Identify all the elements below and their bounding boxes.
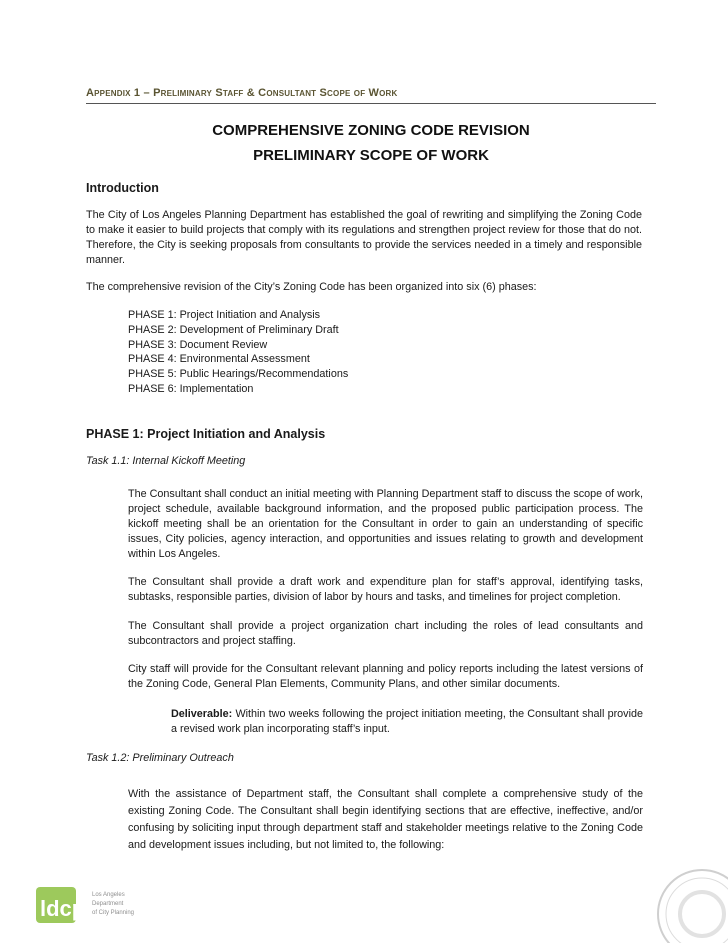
header-divider [86,103,656,104]
logo-line-1: Los Angeles [92,892,125,898]
task-1-2-paragraph-1: With the assistance of Department staff, the Consultant shall complete a comprehensive study of the existing Zoning Code. The Consultant shall begin identifying sections that are effective, ineffective, and/or confusing by soliciting input through department staff and stakeholder meetings relative to the Zoning Code and development issues including, but not limited to, the following: [128,788,643,851]
document-title-line-2: PRELIMINARY SCOPE OF WORK [253,147,489,164]
task-1-1-paragraph-1: The Consultant shall conduct an initial meeting with Planning Department staff to discuss the scope of work, project schedule, available background information, and the proposed public participation process. The kickoff meeting shall be an orientation for the Consultant in order to gain an understanding of specific issues, City policies, agency interaction, and opportunities and issues relating to growth and development within Los Angeles. [128,488,643,560]
deliverable-text: Within two weeks following the project initiation meeting, the Consultant shall provide a revised work plan incorporating staff’s input. [171,708,643,735]
deliverable-label: Deliverable: [171,708,233,720]
task-1-1-paragraph-2: The Consultant shall provide a draft work and expenditure plan for staff’s approval, identifying tasks, subtasks, responsible parties, division of labor by hours and tasks, and timelines for project completion. [128,576,643,603]
list-item: PHASE 6: Implementation [128,382,254,395]
logo-line-2: Department [92,901,124,907]
deliverable-paragraph [171,707,643,737]
list-item: PHASE 3: Document Review [128,338,268,351]
phases-intro-paragraph: The comprehensive revision of the City’s Zoning Code has been organized into six (6) phases: [86,281,537,293]
introduction-paragraph: The City of Los Angeles Planning Department has established the goal of rewriting and simplifying the Zoning Code to make it easier to build projects that comply with its regulations and strengthen project review for those that do not. Therefore, the City is seeking proposals from consultants to provide the services needed in a timely and responsible manner. [86,209,642,266]
logo-line-3: of City Planning [92,910,135,916]
appendix-header: Appendix 1 – Preliminary Staff & Consultant Scope of Work [86,87,398,99]
list-item: PHASE 4: Environmental Assessment [128,353,310,366]
phase-1-heading: PHASE 1: Project Initiation and Analysis [86,427,326,441]
introduction-heading: Introduction [86,181,159,195]
task-1-1-paragraph-3: The Consultant shall provide a project organization chart including the roles of lead consultants and subcontractors and project staffing. [128,620,643,647]
list-item: PHASE 5: Public Hearings/Recommendations [128,368,349,381]
phase-list [128,308,348,397]
task-1-2-title: Task 1.2: Preliminary Outreach [86,752,234,764]
ldcp-logo [36,885,146,925]
city-seal-watermark [650,862,728,943]
task-1-1-paragraph-4: City staff will provide for the Consultant relevant planning and policy reports including the latest versions of the Zoning Code, General Plan Elements, Community Plans, and other similar documents. [128,663,643,690]
task-1-1-title: Task 1.1: Internal Kickoff Meeting [86,455,246,467]
list-item: PHASE 1: Project Initiation and Analysis [128,309,321,321]
list-item: PHASE 2: Development of Preliminary Draft [128,323,339,336]
logo-mark-text: ldcp [40,896,86,921]
document-title-line-1: COMPREHENSIVE ZONING CODE REVISION [212,122,530,139]
